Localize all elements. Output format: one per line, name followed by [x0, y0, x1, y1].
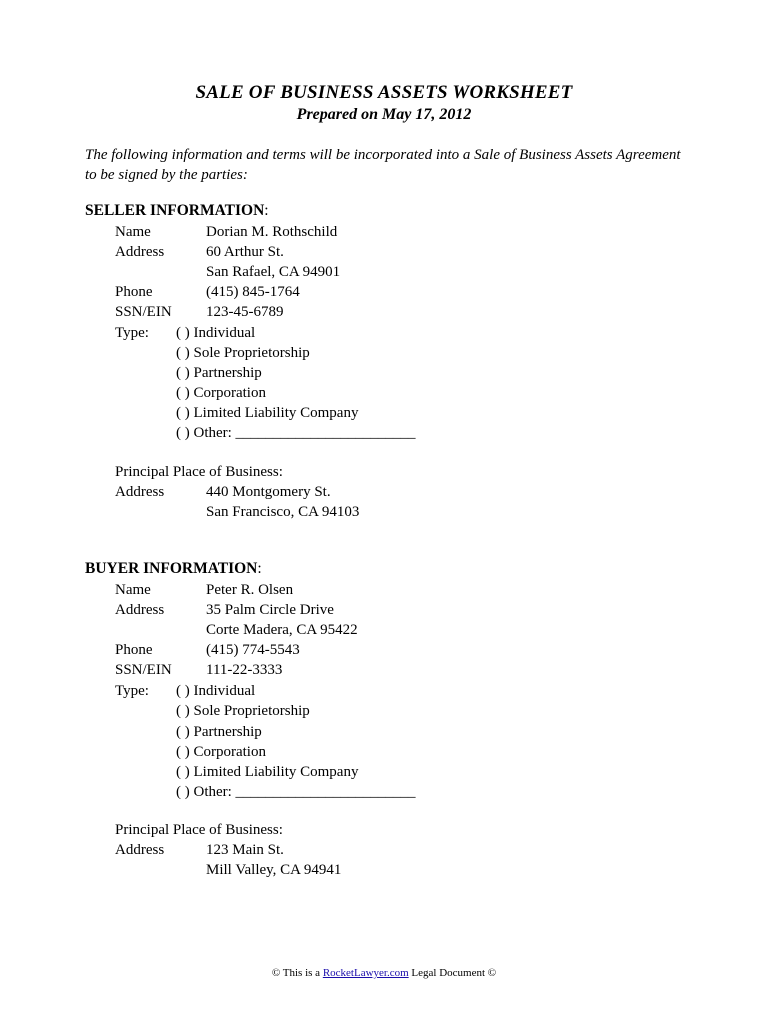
- seller-phone-label: Phone: [115, 284, 153, 300]
- seller-principal-address-label: Address: [115, 484, 165, 500]
- seller-heading: [85, 202, 269, 220]
- buyer-address-line1: 35 Palm Circle Drive: [206, 602, 334, 618]
- buyer-address-line2: Corte Madera, CA 95422: [206, 622, 358, 638]
- seller-type-label: Type:: [115, 325, 149, 341]
- seller-ssn-value: 123-45-6789: [206, 304, 284, 320]
- seller-address-label: Address: [115, 244, 165, 260]
- buyer-phone-value: (415) 774-5543: [206, 642, 300, 658]
- buyer-address-label: Address: [115, 602, 165, 618]
- seller-type-option: ( ) Corporation: [176, 385, 266, 401]
- document-title: SALE OF BUSINESS ASSETS WORKSHEET: [195, 82, 573, 103]
- seller-principal-label: Principal Place of Business:: [115, 464, 283, 480]
- buyer-type-label: Type:: [115, 683, 149, 699]
- rocketlawyer-link[interactable]: RocketLawyer.com: [322, 967, 409, 979]
- buyer-ssn-value: 111-22-3333: [206, 662, 283, 678]
- seller-name-value: Dorian M. Rothschild: [206, 224, 338, 240]
- buyer-principal-line2: Mill Valley, CA 94941: [206, 862, 342, 878]
- footer-prefix: © This is a: [271, 967, 323, 979]
- buyer-type-option: ( ) Corporation: [176, 744, 266, 760]
- buyer-type-option: ( ) Individual: [176, 683, 256, 699]
- buyer-heading: [85, 560, 262, 578]
- seller-type-option: ( ) Partnership: [176, 365, 262, 381]
- buyer-ssn-label: SSN/EIN: [115, 662, 172, 678]
- seller-principal-line1: 440 Montgomery St.: [206, 484, 331, 500]
- seller-heading-colon: :: [264, 202, 269, 219]
- buyer-name-value: Peter R. Olsen: [206, 582, 294, 598]
- seller-ssn-label: SSN/EIN: [115, 304, 172, 320]
- seller-heading-text: SELLER INFORMATION: [85, 202, 265, 219]
- seller-principal-line2: San Francisco, CA 94103: [206, 504, 360, 520]
- buyer-principal-label: Principal Place of Business:: [115, 822, 283, 838]
- buyer-heading-text: BUYER INFORMATION: [85, 560, 258, 577]
- seller-address-line1: 60 Arthur St.: [206, 244, 284, 260]
- buyer-heading-colon: :: [257, 560, 262, 577]
- footer-suffix: Legal Document ©: [408, 967, 497, 979]
- seller-name-label: Name: [115, 224, 151, 240]
- seller-type-option: ( ) Individual: [176, 325, 256, 341]
- buyer-name-label: Name: [115, 582, 151, 598]
- buyer-type-option: ( ) Partnership: [176, 724, 262, 740]
- seller-type-option-other: ( ) Other: ________________________: [176, 425, 416, 441]
- seller-phone-value: (415) 845-1764: [206, 284, 300, 300]
- buyer-type-option-other: ( ) Other: ________________________: [176, 784, 416, 800]
- buyer-type-option: ( ) Sole Proprietorship: [176, 703, 310, 719]
- buyer-principal-address-label: Address: [115, 842, 165, 858]
- intro-paragraph: The following information and terms will be incorporated into a Sale of Business Assets Agreement to be signed by the parties:: [85, 147, 681, 183]
- seller-type-option: ( ) Sole Proprietorship: [176, 345, 310, 361]
- buyer-type-option: ( ) Limited Liability Company: [176, 764, 359, 780]
- page-footer: [0, 967, 768, 979]
- document-subtitle: Prepared on May 17, 2012: [296, 106, 472, 123]
- buyer-phone-label: Phone: [115, 642, 153, 658]
- buyer-principal-line1: 123 Main St.: [206, 842, 284, 858]
- seller-address-line2: San Rafael, CA 94901: [206, 264, 341, 280]
- seller-type-option: ( ) Limited Liability Company: [176, 405, 359, 421]
